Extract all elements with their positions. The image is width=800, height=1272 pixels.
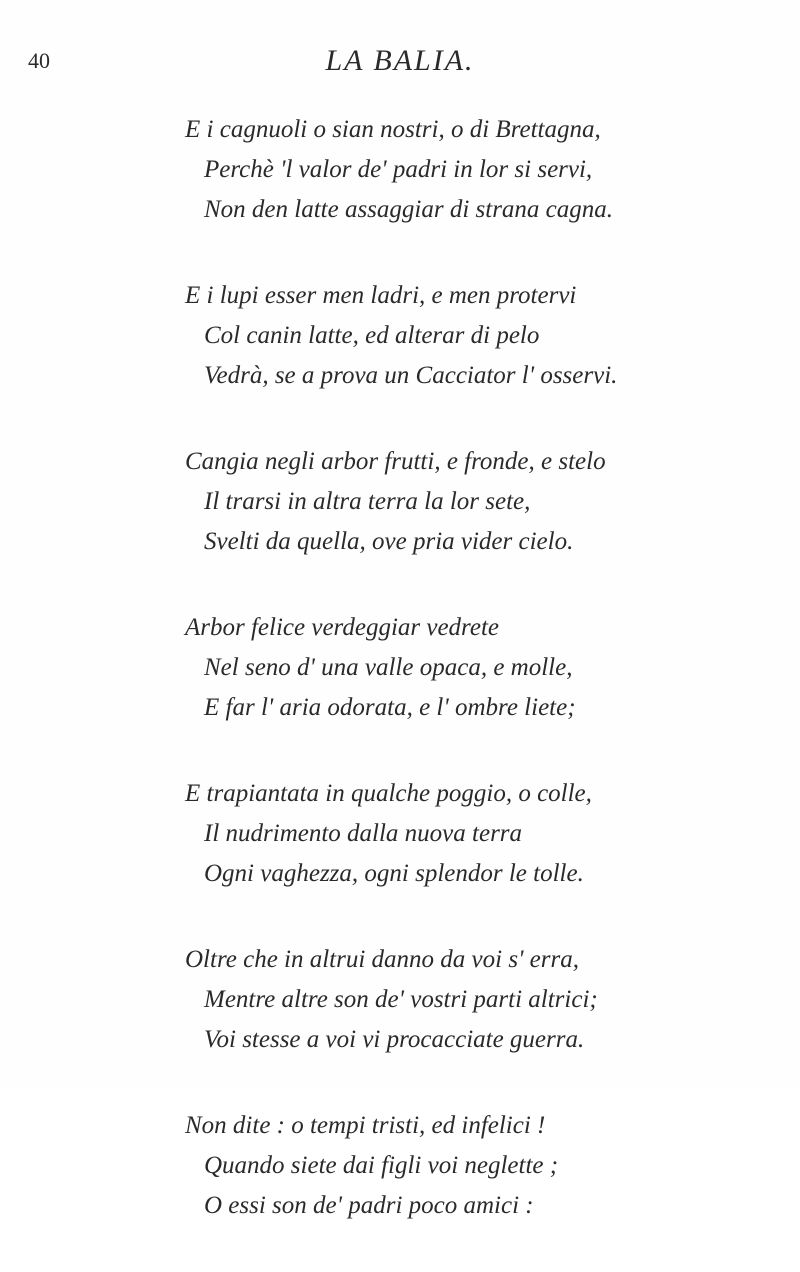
verse-line: Il trarsi in altra terra la lor sete,	[204, 488, 531, 515]
running-title: LA BALIA.	[325, 44, 475, 77]
page-header	[0, 44, 800, 84]
verse-line: Cangia negli arbor frutti, e fronde, e stelo	[185, 448, 606, 475]
stanza-5	[0, 774, 800, 894]
verse-line: Quando siete dai figli voi neglette ;	[204, 1152, 559, 1179]
verse-line: Perchè 'l valor de' padri in lor si servi,	[204, 156, 593, 183]
verse-line: Vedrà, se a prova un Cacciator l' osservi.	[204, 362, 618, 389]
stanza-3	[0, 442, 800, 562]
verse-line: Oltre che in altrui danno da voi s' erra,	[185, 946, 579, 973]
stanza-2	[0, 276, 800, 396]
verse-line: E far l' aria odorata, e l' ombre liete;	[204, 694, 576, 721]
stanza-1	[0, 110, 800, 230]
verse-line: O essi son de' padri poco amici :	[204, 1192, 534, 1219]
poem	[0, 110, 800, 1272]
verse-line: E i lupi esser men ladri, e men protervi	[185, 282, 577, 309]
verse-line: E trapiantata in qualche poggio, o colle,	[185, 780, 592, 807]
verse-line: Svelti da quella, ove pria vider cielo.	[204, 528, 574, 555]
verse-line: Arbor felice verdeggiar vedrete	[185, 614, 500, 641]
verse-line: Il nudrimento dalla nuova terra	[204, 820, 523, 847]
verse-line: Ogni vaghezza, ogni splendor le tolle.	[204, 860, 584, 887]
stanza-7	[0, 1106, 800, 1226]
page-number: 40	[28, 48, 50, 73]
verse-line: Non den latte assaggiar di strana cagna.	[204, 196, 614, 223]
verse-line: Non dite : o tempi tristi, ed infelici !	[185, 1112, 546, 1139]
verse-line: Mentre altre son de' vostri parti altrici;	[204, 986, 598, 1013]
verse-line: Col canin latte, ed alterar di pelo	[204, 322, 540, 349]
verse-line: Nel seno d' una valle opaca, e molle,	[204, 654, 573, 681]
stanza-4	[0, 608, 800, 728]
verse-line: E i cagnuoli o sian nostri, o di Brettagna,	[185, 116, 601, 143]
verse-line: Voi stesse a voi vi procacciate guerra.	[204, 1026, 585, 1053]
stanza-6	[0, 940, 800, 1060]
